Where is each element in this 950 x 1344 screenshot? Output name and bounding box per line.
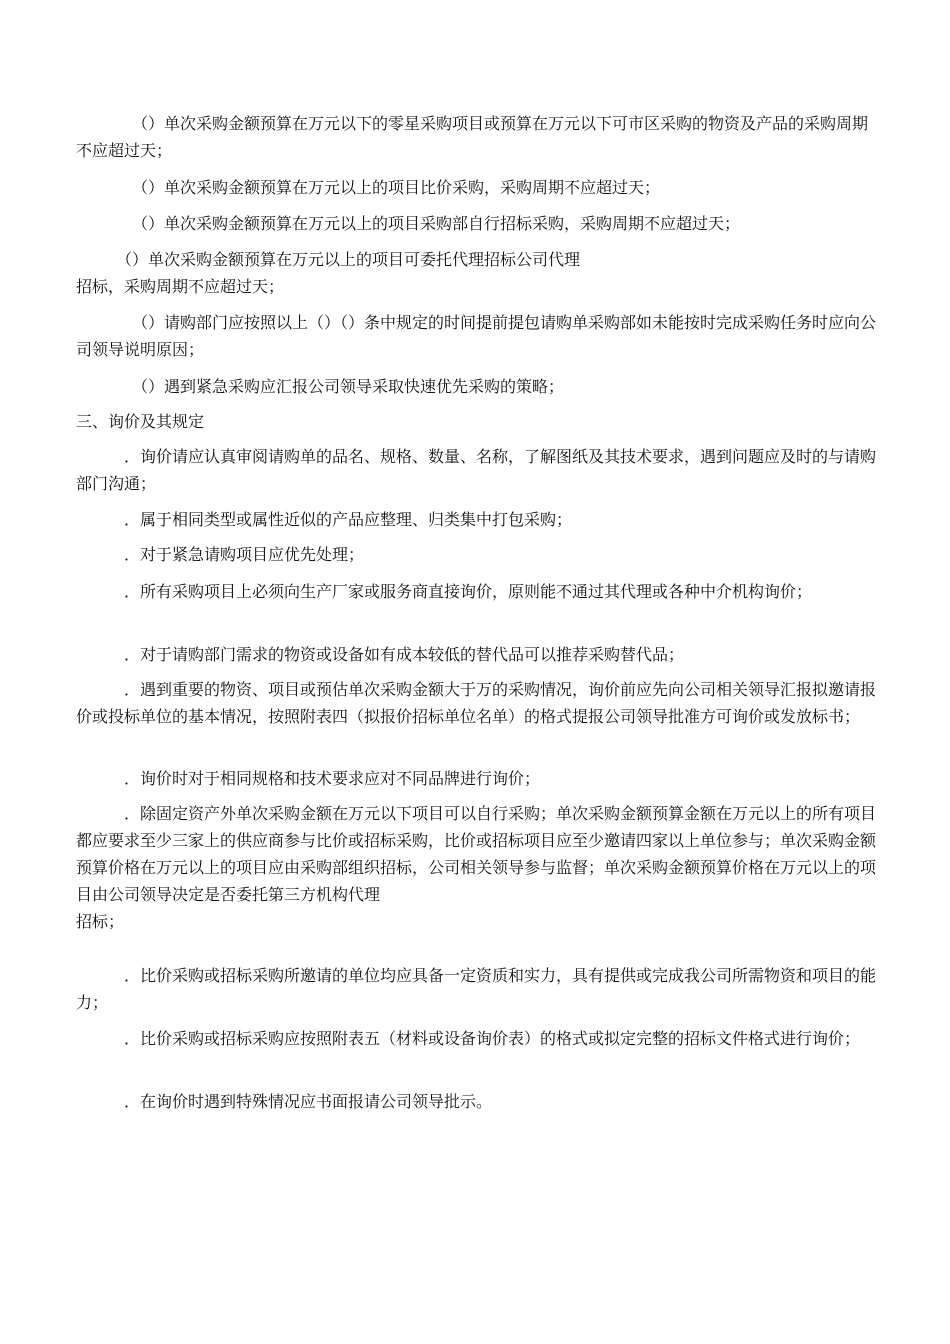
paragraph-2: （）单次采购金额预算在万元以上的项目比价采购，采购周期不应超过天； bbox=[76, 178, 661, 197]
section-heading: 三、询价及其规定 bbox=[76, 412, 205, 431]
paragraph-15: ．比价采购或招标采购所邀请的单位均应具备一定资质和实力，具有提供或完成我公司所需物资和项目的能力； bbox=[76, 966, 877, 1012]
paragraph-13: ．询价时对于相同规格和技术要求应对不同品牌进行询价； bbox=[76, 769, 541, 788]
paragraph-7: ．询价请应认真审阅请购单的品名、规格、数量、名称，了解图纸及其技术要求，遇到问题应及时的与请购部门沟通； bbox=[76, 447, 877, 493]
paragraph-17: ．在询价时遇到特殊情况应书面报请公司领导批示。 bbox=[76, 1092, 493, 1111]
paragraph-16: ．比价采购或招标采购应按照附表五（材料或设备询价表）的格式或拟定完整的招标文件格式进行询价； bbox=[76, 1029, 861, 1048]
paragraph-1: （）单次采购金额预算在万元以下的零星采购项目或预算在万元以下可市区采购的物资及产品的采购周期不应超过天； bbox=[76, 114, 869, 160]
paragraph-9: ．对于紧急请购项目应优先处理； bbox=[76, 545, 365, 564]
paragraph-14: ．除固定资产外单次采购金额在万元以下项目可以自行采购；单次采购金额预算金额在万元以上的所有项目都应要求至少三家上的供应商参与比价或招标采购，比价或招标项目应至少邀请四家以上单位参与；单次采购金额预算价格在万元以上的项目应由采购部组织招标，公司相关领导参与监督；单次采购金额预算价格在万元以上的项目由公司领导决定是否委托第三方机构代理 招标； bbox=[76, 804, 877, 931]
paragraph-10: ．所有采购项目上必须向生产厂家或服务商直接询价，原则能不通过其代理或各种中介机构询价； bbox=[76, 582, 813, 601]
paragraph-11: ．对于请购部门需求的物资或设备如有成本较低的替代品可以推荐采购替代品； bbox=[76, 645, 685, 664]
paragraph-5: （）请购部门应按照以上（）（）条中规定的时间提前提包请购单采购部如未能按时完成采购任务时应向公司领导说明原因； bbox=[76, 313, 877, 359]
paragraph-6: （）遇到紧急采购应汇报公司领导采取快速优先采购的策略； bbox=[76, 377, 565, 396]
paragraph-12: ．遇到重要的物资、项目或预估单次采购金额大于万的采购情况，询价前应先向公司相关领导汇报拟邀请报价或投标单位的基本情况，按照附表四（拟报价招标单位名单）的格式提报公司领导批准方可询价或发放标书； bbox=[76, 680, 877, 726]
paragraph-8: ．属于相同类型或属性近似的产品应整理、归类集中打包采购； bbox=[76, 510, 573, 529]
paragraph-4: （）单次采购金额预算在万元以上的项目可委托代理招标公司代理 招标，采购周期不应超过天； bbox=[76, 250, 581, 296]
paragraph-3: （）单次采购金额预算在万元以上的项目采购部自行招标采购，采购周期不应超过天； bbox=[76, 214, 741, 233]
